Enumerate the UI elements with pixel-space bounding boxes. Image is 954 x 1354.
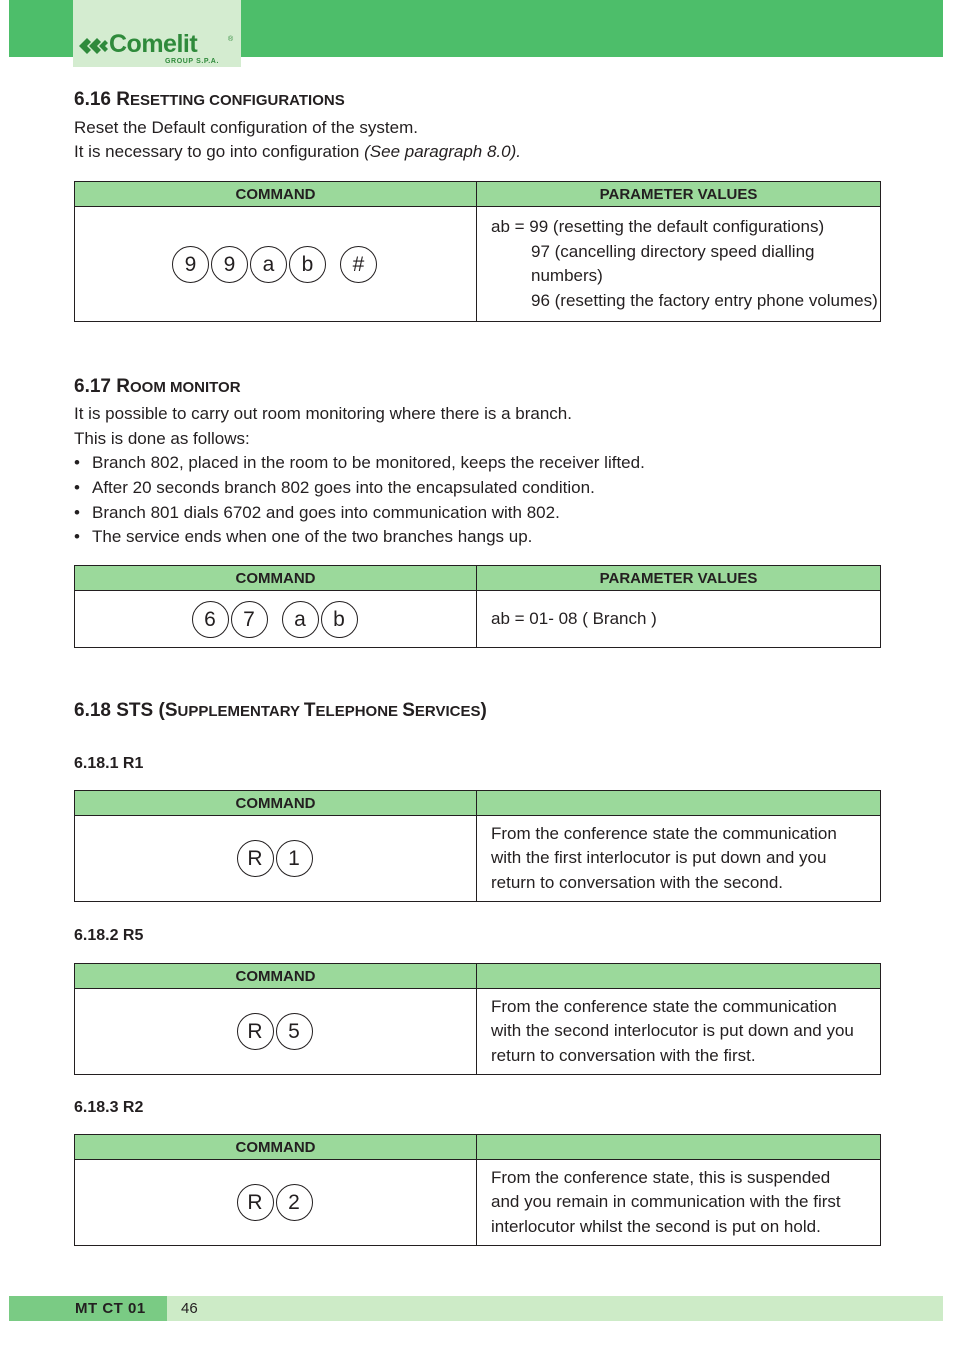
column-header-parameter-values: PARAMETER VALUES xyxy=(477,566,881,591)
column-header-empty xyxy=(477,791,881,816)
description-line: return to conversation with the first. xyxy=(491,1045,756,1065)
key-6: 6 xyxy=(192,601,229,638)
column-header-parameter-values: PARAMETER VALUES xyxy=(477,182,881,207)
description-cell xyxy=(477,989,881,1075)
key-b: b xyxy=(289,246,326,283)
logo-name: Comelit xyxy=(109,30,198,58)
paragraph: Reset the Default configuration of the system. xyxy=(74,118,418,137)
description-cell xyxy=(477,1160,881,1246)
page-number: 46 xyxy=(181,1300,198,1317)
description-line: From the conference state the communication xyxy=(491,996,837,1016)
key-sequence xyxy=(75,989,477,1075)
command-table-6-17 xyxy=(74,565,881,648)
key-7: 7 xyxy=(231,601,268,638)
key-b: b xyxy=(321,601,358,638)
logo-registered-mark: ® xyxy=(228,36,234,43)
key-sequence xyxy=(75,1160,477,1246)
subsection-heading-r1: 6.18.1 R1 xyxy=(74,755,144,772)
description-line: and you remain in communication with the first xyxy=(491,1192,841,1212)
paragraph: It is possible to carry out room monitoring where there is a branch. xyxy=(74,404,572,423)
column-header-command: COMMAND xyxy=(75,964,477,989)
description-line: with the first interlocutor is put down and you xyxy=(491,848,827,868)
command-table-6-16 xyxy=(74,181,881,322)
column-header-command: COMMAND xyxy=(75,182,477,207)
command-table-r5 xyxy=(74,963,881,1075)
paragraph-reference: (See paragraph 8.0). xyxy=(364,142,521,161)
key-2: 2 xyxy=(276,1184,313,1221)
key-9: 9 xyxy=(211,246,248,283)
command-table-r2 xyxy=(74,1134,881,1246)
description-line: with the second interlocutor is put down and you xyxy=(491,1021,854,1041)
description-line: interlocutor whilst the second is put on hold. xyxy=(491,1216,821,1236)
document-code: MT CT 01 xyxy=(75,1300,146,1317)
key-a: a xyxy=(250,246,287,283)
key-5: 5 xyxy=(276,1013,313,1050)
paragraph: It is necessary to go into configuration (See paragraph 8.0). xyxy=(74,142,521,161)
list-item: • The service ends when one of the two branches hangs up. xyxy=(74,527,533,546)
list-item: • Branch 801 dials 6702 and goes into communication with 802. xyxy=(74,503,560,522)
key-sequence xyxy=(75,207,477,322)
key-r: R xyxy=(237,1184,274,1221)
parameter-value: ab = 01- 08 ( Branch ) xyxy=(477,591,881,648)
key-r: R xyxy=(237,840,274,877)
description-line: From the conference state the communication xyxy=(491,823,837,843)
section-heading-6-18: 6.18 STS (SUPPLEMENTARY TELEPHONE SERVICES) xyxy=(74,700,487,721)
key-9: 9 xyxy=(172,246,209,283)
key-sequence xyxy=(75,816,477,902)
column-header-command: COMMAND xyxy=(75,1135,477,1160)
footer-bar-right xyxy=(167,1296,943,1321)
parameter-value: 97 (cancelling directory speed dialling numbers) xyxy=(531,241,815,285)
command-table-r1 xyxy=(74,790,881,902)
description-line: return to conversation with the second. xyxy=(491,872,783,892)
column-header-empty xyxy=(477,964,881,989)
parameter-values-cell xyxy=(477,207,881,322)
logo xyxy=(73,0,241,67)
list-item: • Branch 802, placed in the room to be monitored, keeps the receiver lifted. xyxy=(74,453,645,472)
paragraph: This is done as follows: xyxy=(74,429,250,448)
comelit-logo-icon xyxy=(77,34,109,58)
parameter-value: 96 (resetting the factory entry phone volumes) xyxy=(531,290,878,310)
key-r: R xyxy=(237,1013,274,1050)
subsection-heading-r2: 6.18.3 R2 xyxy=(74,1099,144,1116)
parameter-value: ab = 99 (resetting the default configurations) xyxy=(491,217,825,236)
column-header-command: COMMAND xyxy=(75,791,477,816)
key-hash: # xyxy=(340,246,377,283)
section-heading-6-16: 6.16 RESETTING CONFIGURATIONS xyxy=(74,89,345,110)
description-line: From the conference state, this is suspended xyxy=(491,1167,831,1187)
section-heading-6-17: 6.17 ROOM MONITOR xyxy=(74,376,241,397)
key-sequence xyxy=(75,591,477,648)
key-a: a xyxy=(282,601,319,638)
list-item: • After 20 seconds branch 802 goes into the encapsulated condition. xyxy=(74,478,595,497)
description-cell xyxy=(477,816,881,902)
logo-subtitle: GROUP S.P.A. xyxy=(165,58,220,65)
column-header-empty xyxy=(477,1135,881,1160)
column-header-command: COMMAND xyxy=(75,566,477,591)
subsection-heading-r5: 6.18.2 R5 xyxy=(74,927,144,944)
key-1: 1 xyxy=(276,840,313,877)
